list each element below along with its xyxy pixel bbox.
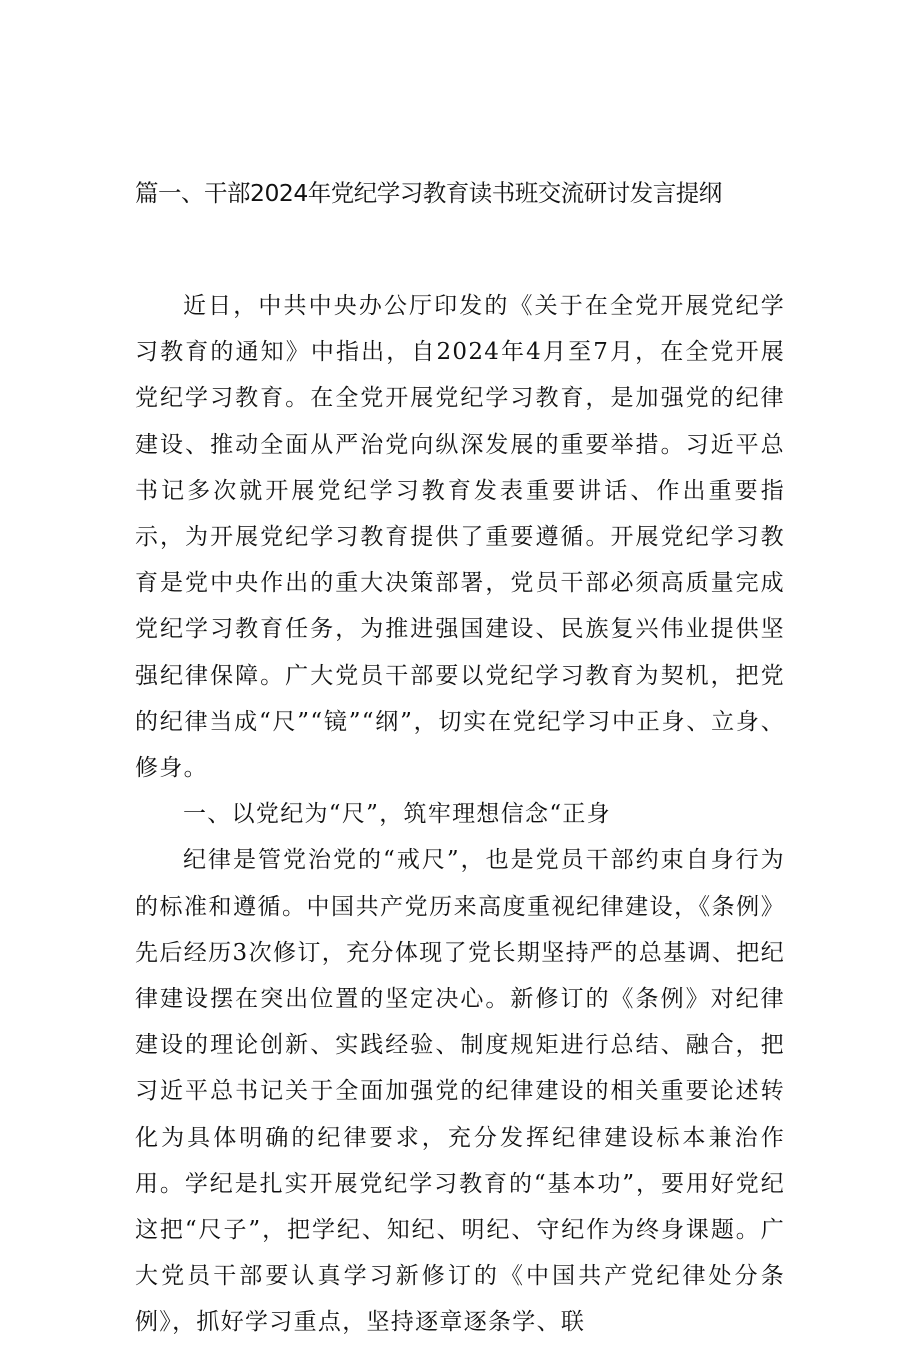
intro-paragraph: 近日，中共中央办公厅印发的《关于在全党开展党纪学习教育的通知》中指出，自2024年4月至7月，在全党开展党纪学习教育。在全党开展党纪学习教育，是加强党的纪律建设、推动全面从严治党向纵深发展的重要举措。习近平总书记多次就开展党纪学习教育发表重要讲话、作出重要指示，为开展党纪学习教育提供了重要遵循。开展党纪学习教育是党中央作出的重大决策部署，党员干部必须高质量完成党纪学习教育任务，为推进强国建设、民族复兴伟业提供坚强纪律保障。广大党员干部要以党纪学习教育为契机，把党的纪律当成“尺”“镜”“纲”，切实在党纪学习中正身、立身、修身。 xyxy=(135,293,785,782)
document-title: 篇一、干部2024年党纪学习教育读书班交流研讨发言提纲 xyxy=(135,179,722,207)
section-heading-one: 一、以党纪为“尺”，筑牢理想信念“正身 xyxy=(183,801,611,828)
document-body xyxy=(135,283,785,1346)
section-one-paragraph: 纪律是管党治党的“戒尺”，也是党员干部约束自身行为的标准和遵循。中国共产党历来高度重视纪律建设，《条例》先后经历3次修订，充分体现了党长期坚持严的总基调、把纪律建设摆在突出位置的坚定决心。新修订的《条例》对纪律建设的理论创新、实践经验、制度规矩进行总结、融合，把习近平总书记关于全面加强党的纪律建设的相关重要论述转化为具体明确的纪律要求，充分发挥纪律建设标本兼治作用。学纪是扎实开展党纪学习教育的“基本功”，要用好党纪这把“尺子”，把学纪、知纪、明纪、守纪作为终身课题。广大党员干部要认真学习新修订的《中国共产党纪律处分条例》，抓好学习重点，坚持逐章逐条学、联 xyxy=(135,847,785,1336)
